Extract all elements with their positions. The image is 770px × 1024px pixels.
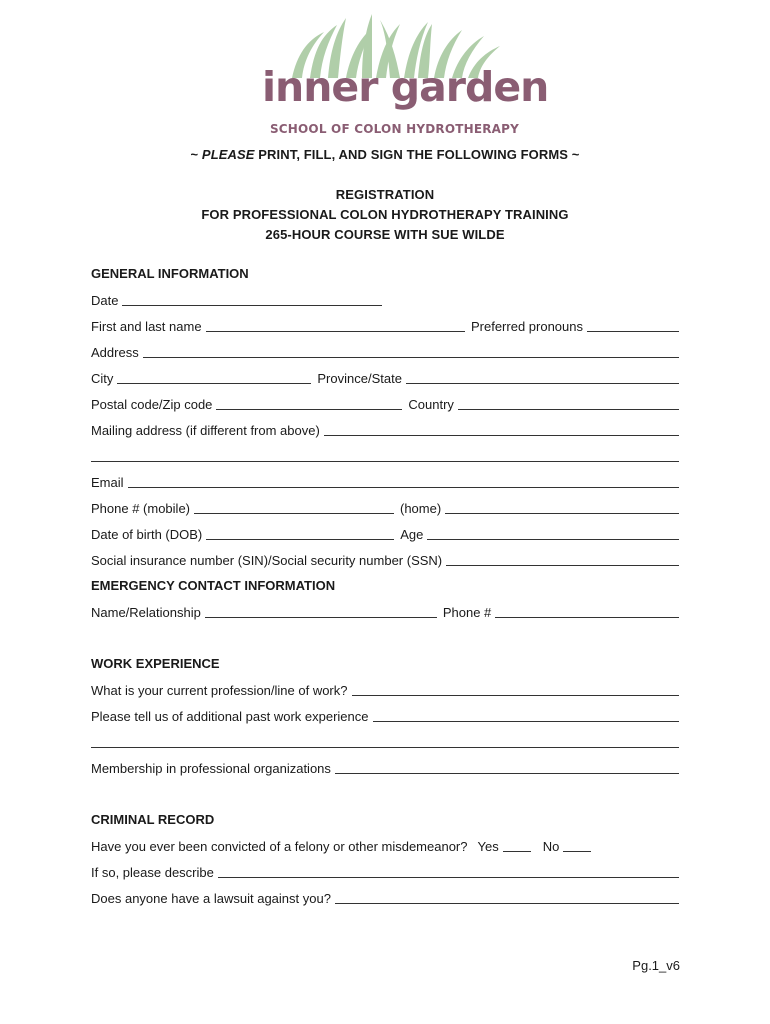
- email-label: Email: [91, 475, 124, 490]
- no-field[interactable]: [563, 837, 591, 852]
- work-current-field[interactable]: [352, 681, 680, 696]
- describe-row: [91, 862, 679, 880]
- postal-label: Postal code/Zip code: [91, 397, 213, 412]
- dob-field[interactable]: [206, 525, 394, 540]
- mailing-row: [91, 420, 679, 438]
- mailing-field-2[interactable]: [91, 447, 679, 462]
- city-row: [91, 368, 679, 386]
- work-past-row-2: [91, 732, 679, 750]
- lawsuit-label: Does anyone have a lawsuit against you?: [91, 891, 331, 906]
- date-row: [91, 290, 679, 308]
- work-past-label: Please tell us of additional past work experience: [91, 709, 369, 724]
- address-field[interactable]: [143, 343, 679, 358]
- email-row: [91, 472, 679, 490]
- name-row: [91, 316, 679, 334]
- work-past-row: [91, 706, 679, 724]
- logo-subtitle: SCHOOL OF COLON HYDROTHERAPY: [269, 122, 520, 136]
- email-field[interactable]: [128, 473, 679, 488]
- province-field[interactable]: [406, 369, 679, 384]
- country-field[interactable]: [458, 395, 679, 410]
- no-label: No: [542, 839, 560, 854]
- sin-label: Social insurance number (SIN)/Social security number (SSN): [91, 553, 443, 568]
- membership-row: [91, 758, 679, 776]
- section-criminal-title: CRIMINAL RECORD: [91, 812, 215, 827]
- date-label: Date: [91, 293, 119, 308]
- instruction-rest: PRINT, FILL, AND SIGN THE FOLLOWING FORMS ~: [254, 147, 580, 162]
- section-general-title: GENERAL INFORMATION: [91, 266, 249, 281]
- mailing-row-2: [91, 446, 679, 464]
- work-past-field-2[interactable]: [91, 733, 679, 748]
- emergency-name-label: Name/Relationship: [91, 605, 201, 620]
- sin-field[interactable]: [446, 551, 679, 566]
- address-row: [91, 342, 679, 360]
- sin-row: [91, 550, 679, 568]
- pronouns-field[interactable]: [587, 317, 679, 332]
- phone-home-label: (home): [400, 501, 442, 516]
- emergency-phone-label: Phone #: [442, 605, 492, 620]
- postal-field[interactable]: [216, 395, 402, 410]
- page-number: Pg.1_v6: [632, 958, 680, 973]
- heading-line-2: FOR PROFESSIONAL COLON HYDROTHERAPY TRAINING: [201, 207, 569, 222]
- name-label: First and last name: [91, 319, 202, 334]
- age-label: Age: [400, 527, 424, 542]
- name-field[interactable]: [206, 317, 465, 332]
- emergency-row: [91, 602, 679, 620]
- describe-label: If so, please describe: [91, 865, 214, 880]
- mailing-label: Mailing address (if different from above): [91, 423, 320, 438]
- phone-home-field[interactable]: [445, 499, 679, 514]
- instruction-emphasis: PLEASE: [201, 147, 255, 162]
- logo-wordmark: inner garden: [262, 63, 549, 111]
- dob-row: [91, 524, 679, 542]
- phone-mobile-field[interactable]: [194, 499, 394, 514]
- section-emergency-title: EMERGENCY CONTACT INFORMATION: [91, 578, 336, 593]
- instruction-prefix: ~: [190, 147, 202, 162]
- convicted-row: [91, 836, 663, 854]
- heading-line-3: 265-HOUR COURSE WITH SUE WILDE: [265, 227, 505, 242]
- postal-row: [91, 394, 679, 412]
- phone-mobile-label: Phone # (mobile): [91, 501, 190, 516]
- pronouns-label: Preferred pronouns: [470, 319, 583, 334]
- city-label: City: [91, 371, 114, 386]
- emergency-name-field[interactable]: [205, 603, 437, 618]
- mailing-field[interactable]: [324, 421, 679, 436]
- dob-label: Date of birth (DOB): [91, 527, 203, 542]
- describe-field[interactable]: [218, 863, 679, 878]
- city-field[interactable]: [117, 369, 311, 384]
- country-label: Country: [408, 397, 454, 412]
- work-current-row: [91, 680, 679, 698]
- date-field[interactable]: [122, 291, 382, 306]
- address-label: Address: [91, 345, 139, 360]
- province-label: Province/State: [317, 371, 402, 386]
- lawsuit-row: [91, 888, 679, 906]
- membership-label: Membership in professional organizations: [91, 761, 331, 776]
- phone-row: [91, 498, 679, 516]
- instruction-line: [0, 147, 770, 162]
- age-field[interactable]: [427, 525, 679, 540]
- emergency-phone-field[interactable]: [495, 603, 679, 618]
- yes-field[interactable]: [503, 837, 531, 852]
- lawsuit-field[interactable]: [335, 889, 679, 904]
- yes-label: Yes: [477, 839, 499, 854]
- heading-line-1: REGISTRATION: [335, 187, 435, 202]
- work-current-label: What is your current profession/line of work?: [91, 683, 348, 698]
- membership-field[interactable]: [335, 759, 679, 774]
- section-work-title: WORK EXPERIENCE: [91, 656, 220, 671]
- work-past-field[interactable]: [373, 707, 680, 722]
- convicted-label: Have you ever been convicted of a felony or other misdemeanor?: [91, 839, 468, 854]
- logo: [262, 10, 549, 136]
